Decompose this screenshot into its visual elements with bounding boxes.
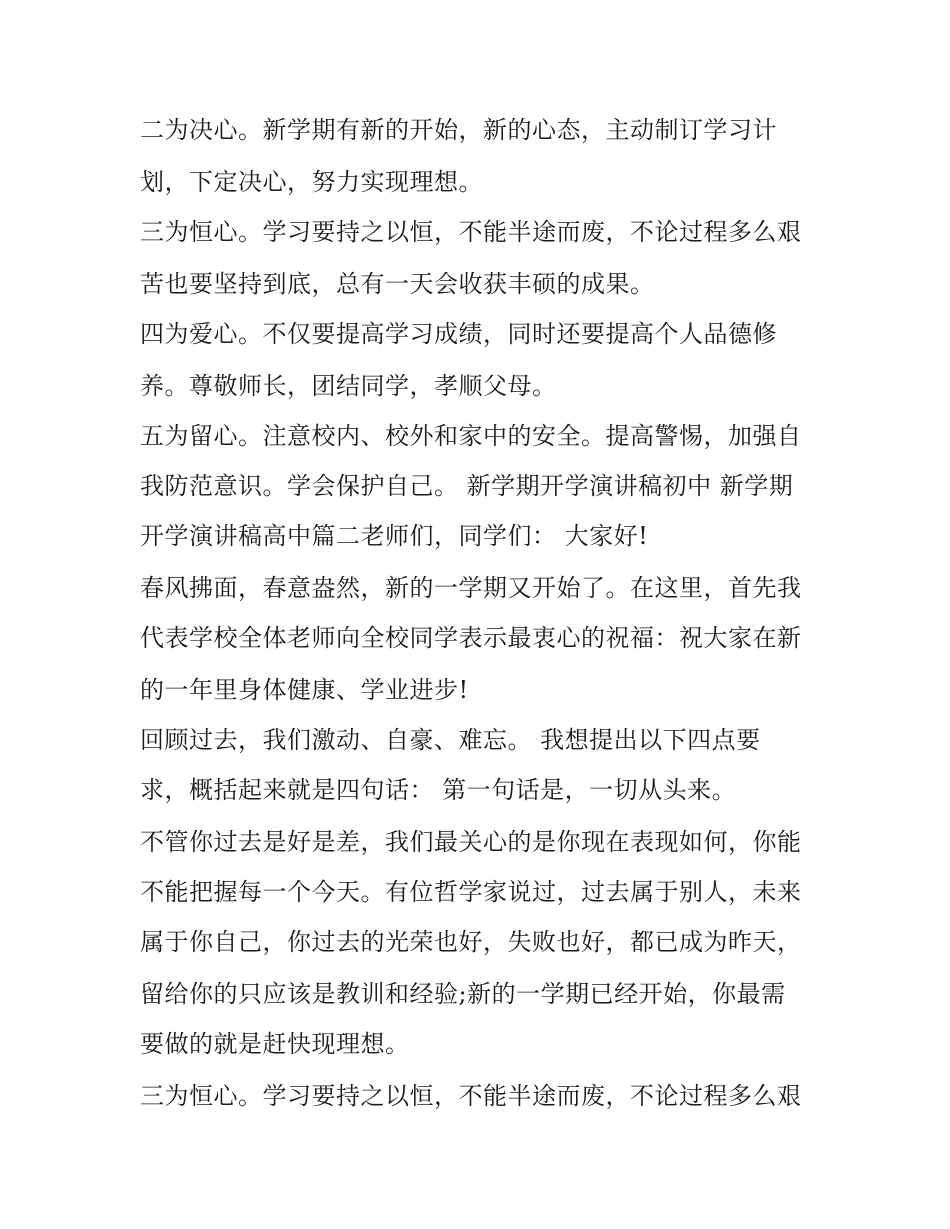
text-line: 回顾过去，我们激动、自豪、难忘。 我想提出以下四点要: [140, 726, 761, 754]
text-line: 开学演讲稿高中篇二老师们，同学们： 大家好!: [140, 522, 649, 550]
text-line: 划，下定决心，努力实现理想。: [140, 168, 483, 196]
text-line: 代表学校全体老师向全校同学表示最衷心的祝福：祝大家在新: [140, 624, 802, 652]
text-line: 属于你自己，你过去的光荣也好，失败也好，都已成为昨天，: [140, 928, 802, 956]
text-line: 养。尊敬师长，团结同学，孝顺父母。: [140, 372, 557, 400]
text-line: 要做的就是赶快现理想。: [140, 1030, 410, 1058]
text-line: 的一年里身体健康、学业进步!: [140, 676, 469, 704]
text-line: 二为决心。新学期有新的开始，新的心态，主动制订学习计: [140, 116, 777, 144]
text-line: 留给你的只应该是教训和经验;新的一学期已经开始，你最需: [140, 980, 786, 1008]
text-line: 求，概括起来就是四句话： 第一句话是，一切从头来。: [140, 776, 737, 804]
text-line: 不能把握每一个今天。有位哲学家说过，过去属于别人，未来: [140, 878, 802, 906]
text-line: 三为恒心。学习要持之以恒，不能半途而废，不论过程多么艰: [140, 218, 802, 246]
text-line: 四为爱心。不仅要提高学习成绩，同时还要提高个人品德修: [140, 320, 777, 348]
text-line: 我防范意识。学会保护自己。 新学期开学演讲稿初中 新学期: [140, 472, 794, 500]
text-line: 三为恒心。学习要持之以恒，不能半途而废，不论过程多么艰: [140, 1082, 802, 1110]
text-line: 不管你过去是好是差，我们最关心的是你现在表现如何，你能: [140, 828, 802, 856]
text-line: 五为留心。注意校内、校外和家中的安全。提高警惕，加强自: [140, 422, 802, 450]
text-line: 苦也要坚持到底，总有一天会收获丰硕的成果。: [140, 270, 655, 298]
text-line: 春风拂面，春意盎然，新的一学期又开始了。在这里，首先我: [140, 574, 802, 602]
